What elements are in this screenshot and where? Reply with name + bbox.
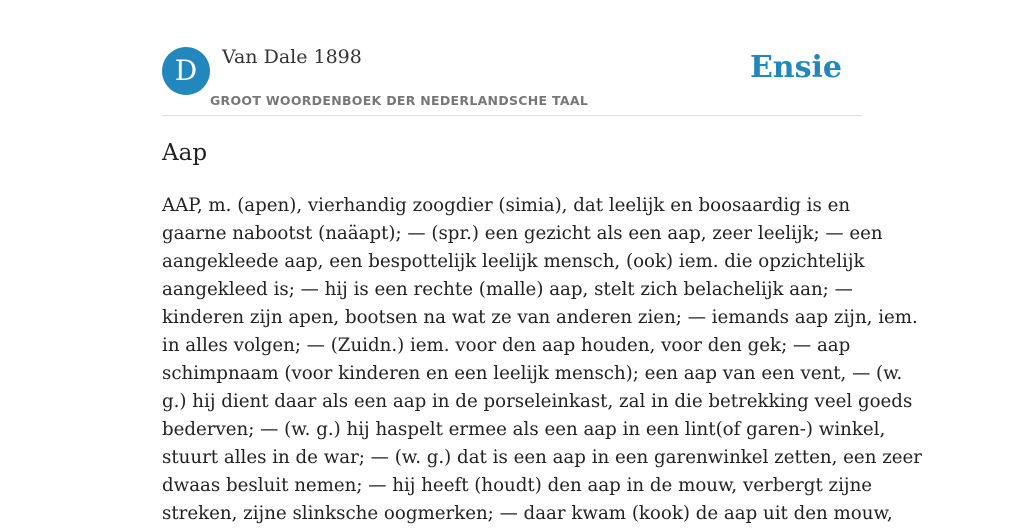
entry-title: Aap bbox=[162, 140, 208, 166]
dictionary-name-link[interactable]: Van Dale 1898 bbox=[222, 46, 362, 68]
definition-line: dwaas besluit nemen; — hij heeft (houdt) den aap in de mouw, verbergt zijne bbox=[162, 475, 873, 496]
definition-line: aangekleede aap, een bespottelijk leelijk mensch, (ook) iem. die opzichtelijk bbox=[162, 251, 865, 272]
entry-definition bbox=[162, 192, 922, 528]
definition-line: gaarne nabootst (naäapt); — (spr.) een gezicht als een aap, zeer leelijk; — een bbox=[162, 223, 883, 244]
ensie-logo-link[interactable]: Ensie bbox=[749, 50, 842, 85]
definition-line: kinderen zijn apen, bootsen na wat ze van anderen zien; — iemands aap zijn, iem. bbox=[162, 307, 918, 328]
definition-line: streken, zijne slinksche oogmerken; — daar kwam (kook) de aap uit den mouw, bbox=[162, 503, 893, 524]
definition-line: bederven; — (w. g.) hij haspelt ermee als een aap in een lint(of garen-) winkel, bbox=[162, 419, 886, 440]
definition-line: g.) hij dient daar als een aap in de porseleinkast, zal in die betrekking veel goeds bbox=[162, 391, 913, 412]
dictionary-header bbox=[162, 0, 862, 116]
definition-line: schimpnaam (voor kinderen en een leelijk mensch); een aap van een vent, — (w. bbox=[162, 363, 903, 384]
dictionary-subtitle: GROOT WOORDENBOEK DER NEDERLANDSCHE TAAL bbox=[210, 93, 589, 108]
page-container bbox=[162, 0, 922, 524]
definition-line: AAP, m. (apen), vierhandig zoogdier (simia), dat leelijk en boosaardig is en bbox=[162, 195, 851, 216]
definition-line: aangekleed is; — hij is een rechte (malle) aap, stelt zich belachelijk aan; — bbox=[162, 279, 853, 300]
dictionary-avatar[interactable]: D bbox=[162, 47, 210, 95]
definition-line: in alles volgen; — (Zuidn.) iem. voor den aap houden, voor den gek; — aap bbox=[162, 335, 851, 356]
definition-line: stuurt alles in de war; — (w. g.) dat is een aap in een garenwinkel zetten, een zeer bbox=[162, 447, 922, 468]
